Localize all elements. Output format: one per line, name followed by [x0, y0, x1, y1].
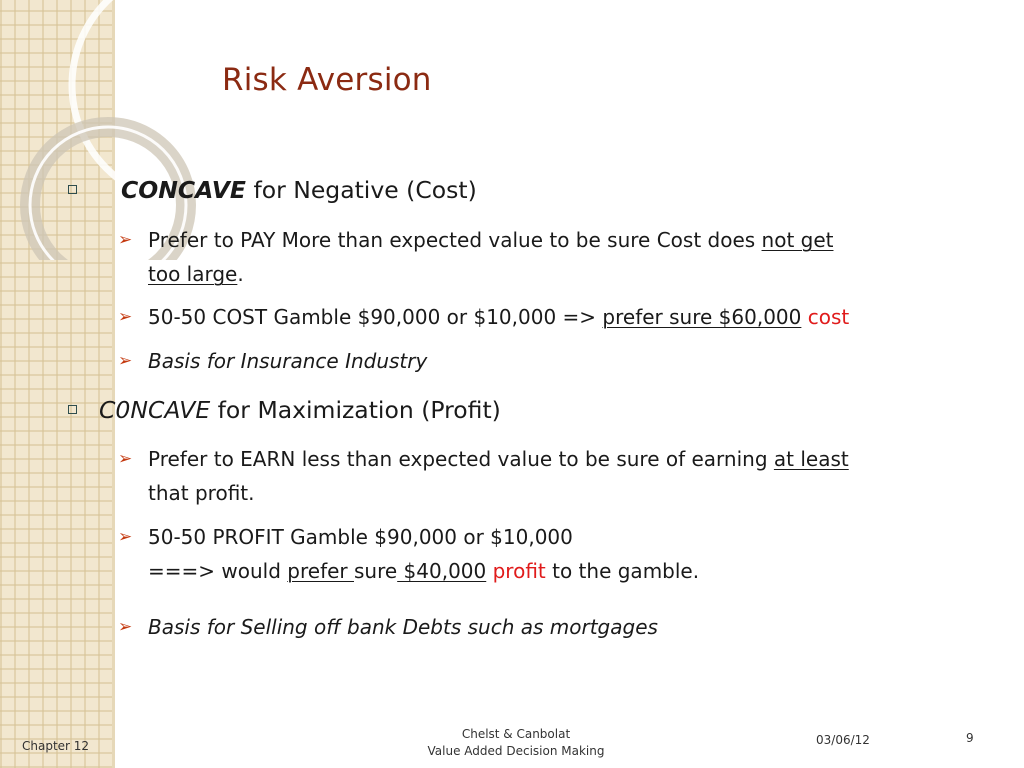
sub-bullet-item: [118, 300, 849, 334]
arrow-bullet-icon: ➢: [118, 527, 133, 547]
slide-title: Risk Aversion: [222, 62, 432, 98]
square-bullet-icon: [68, 405, 77, 414]
bullet-emphasis: CONCAVE: [121, 176, 246, 204]
bullet-item: [68, 176, 477, 204]
footer-authors: Chelst & Canbolat: [461, 727, 571, 741]
footer-date: 03/06/12: [816, 733, 870, 747]
sub-bullet-item: [118, 223, 978, 291]
bullet-text: C0NCAVE for Maximization (Profit): [99, 396, 501, 424]
sub-bullet-item: [118, 344, 427, 378]
slide-number: 9: [966, 731, 974, 745]
sub-bullet-item: [118, 610, 658, 644]
arrow-bullet-icon: ➢: [118, 230, 133, 250]
bullet-emphasis: C0NCAVE: [99, 396, 211, 424]
footer-chapter: Chapter 12: [22, 739, 90, 753]
sub-bullet-text: Prefer to PAY More than expected value to be sure Cost does not get too large.: [148, 228, 834, 286]
sub-bullet-text: Prefer to EARN less than expected value to be sure of earning at least that profit.: [148, 447, 849, 505]
sub-bullet-item: [118, 442, 978, 510]
square-bullet-icon: [68, 185, 77, 194]
arrow-bullet-icon: ➢: [118, 307, 133, 327]
sub-bullet-text: 50-50 PROFIT Gamble $90,000 or $10,000 ===> would prefer sure $40,000 profit to the gamble.: [148, 525, 700, 583]
sub-bullet-text: Basis for Insurance Industry: [148, 349, 428, 373]
arrow-bullet-icon: ➢: [118, 351, 133, 371]
arrow-bullet-icon: ➢: [118, 449, 133, 469]
footer-course: [400, 726, 632, 760]
sub-bullet-item: [118, 520, 699, 588]
footer-course-title: Value Added Decision Making: [427, 744, 605, 758]
arrow-bullet-icon: ➢: [118, 617, 133, 637]
bullet-text: CONCAVE for Negative (Cost): [121, 176, 477, 204]
bullet-item: [68, 396, 501, 424]
sub-bullet-text: 50-50 COST Gamble $90,000 or $10,000 => prefer sure $60,000 cost: [148, 305, 850, 329]
sub-bullet-text: Basis for Selling off bank Debts such as mortgages: [148, 615, 658, 639]
